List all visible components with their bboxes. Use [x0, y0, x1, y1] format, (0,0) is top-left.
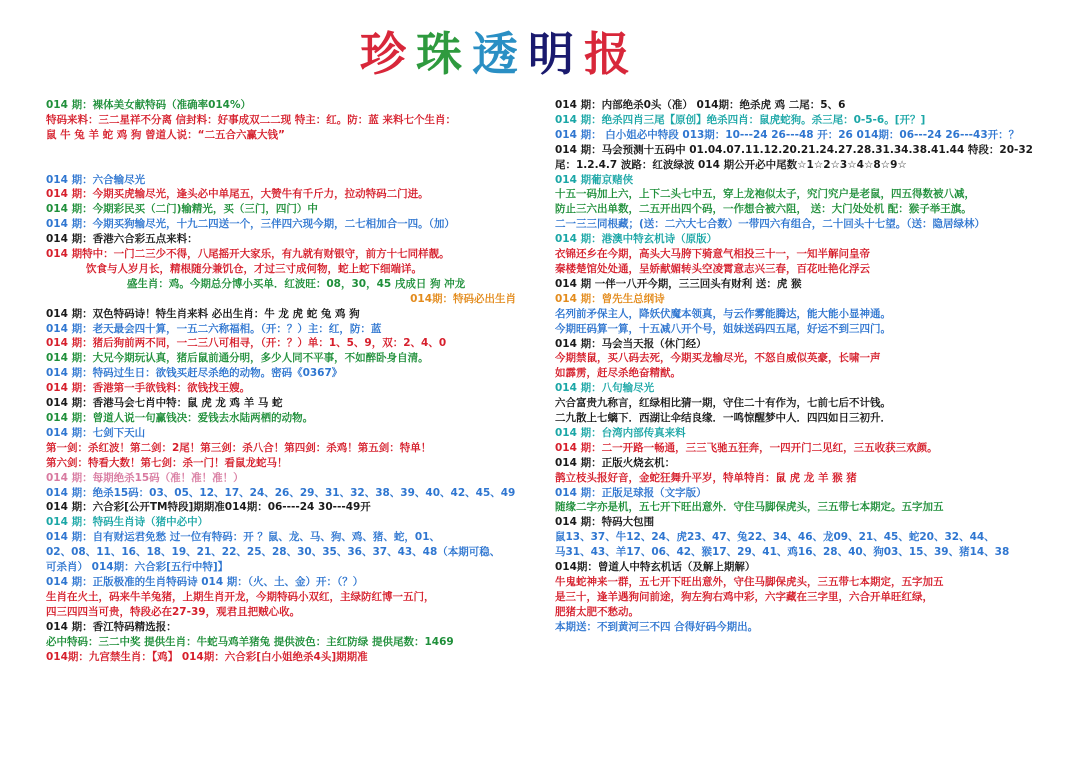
- text-line: 014 期：特码大包围: [555, 516, 655, 529]
- text-line: 014 期：曾道人说一句赢钱决：爱钱去水陆两栖的动物。: [46, 412, 314, 424]
- text-line: 014 期：台湾内部传真来料: [555, 426, 686, 439]
- text-line: 014 期：曾先生总纲诗: [555, 292, 665, 305]
- text-line: 四三四四当可贵，特段必在27-39，观君且把贼心收。: [46, 605, 301, 618]
- text-line: 014期：曾道人中特玄机话（及解上期解）: [555, 561, 756, 574]
- text-line: [46, 158, 546, 173]
- text-line: 014 期： 白小姐必中特段 013期：10---24 26---48 开：26 014期：06---24 26---43开：？: [555, 128, 1020, 141]
- text-line: 名列前矛保主人，降妖伏魔本领真，与云作雾能腾达，能大能小显神通。: [555, 307, 891, 320]
- text-line: 014 期：香港马会七肖中特：鼠 虎 龙 鸡 羊 马 蛇: [46, 397, 283, 410]
- title-char: 珍: [360, 27, 416, 81]
- title-char: 透: [472, 27, 528, 81]
- text-line: 014 期：今期买狗输尽光，十九二四送一个，三伴四六现今期，二七相加合一四。（加）: [46, 218, 455, 231]
- text-line: 014 期葡京赌侠: [555, 173, 634, 186]
- text-line: 衣锦还乡在今期，高头大马胯下骑意气相投三十一，一知半解问皇帝: [555, 248, 870, 261]
- text-line: 014 期：二一开路一畅通，三三飞驰五狂奔，一四开门二见红，三五收获三欢颜。: [555, 441, 938, 454]
- text-line: 随缘二字亦是机，五七开下旺出意外．守住马脚保虎头，三五带七本期定。五字加五: [555, 501, 944, 514]
- text-line: 今期旺码算一算，十五减八开个号，姐妹送码四五尾，好运不到三四门。: [555, 322, 891, 335]
- text-line: 第六剑：特看大数！第七剑：杀一门！看鼠龙蛇马！: [46, 456, 288, 469]
- left-column: [46, 98, 546, 664]
- text-line: 可杀肖） 014期：六合彩[五行中特]】: [46, 561, 229, 574]
- text-line: 肥猪太肥不愁动。: [555, 605, 639, 618]
- text-line: 尾：1.2.4.7 波路：红波绿波 014 期公开必中尾数☆1☆2☆3☆4☆8☆9☆: [555, 158, 907, 171]
- text-line: 十五一码加上六，上下二头七中五，穿上龙袍似太子，究门究户是老鼠，四五得数被八减，: [555, 188, 975, 201]
- text-line: 014 期：六合输尽光: [46, 173, 146, 186]
- text-line: 第一剑：杀红波！第二剑：2尾！第三剑：杀八合！第四剑：杀鸡！第五剑：特单！: [46, 441, 432, 454]
- text-line: 今期禁鼠，买八码去死，今期买龙输尽光，不怒自威似英豪，长啸一声: [555, 352, 881, 365]
- text-line: 如霹雳，赶尽杀绝奋精猷。: [555, 367, 681, 380]
- text-line: 二一三三同根藏；(送：二六大七合数）一带四六有组合，二十回头十七望。（送：隐居绿林）: [555, 218, 986, 231]
- text-line: 鹊立枝头报好音，金蛇狂舞升平岁，特单特肖：鼠 虎 龙 羊 猴 猪: [555, 471, 857, 484]
- title-char: 珠: [416, 27, 472, 81]
- text-line: 014 期：内部绝杀0头（准） 014期：绝杀虎 鸡 二尾：5、6: [555, 99, 846, 111]
- text-line: 014 期：双色特码诗！特生肖来料 必出生肖：牛 龙 虎 蛇 兔 鸡 狗: [46, 307, 360, 320]
- text-line: 014 期特中：一门二三少不得，八尾摇开大家乐，有九就有财银守，前方十七同样靓。: [46, 248, 450, 261]
- text-line: 02、08、11、16、18、19、21、22、25、28、30、35、36、37、43、48（本期可稳、: [46, 546, 501, 559]
- text-line: 014 期：自有财运君免愁 过一位有特码：开 ？鼠、龙、马、狗、鸡、猪、蛇，01、: [46, 531, 440, 544]
- text-line: 014期：特码必出生肖: [410, 292, 516, 305]
- text-line: 014 期：绝杀15码：03、05、12、17、24、26、29、31、32、38、39、40、42、45、49: [46, 486, 516, 499]
- text-line: 014期：九宫禁生肖：【鸡】 014期：六合彩[白小姐绝杀4头]期期准: [46, 650, 368, 663]
- text-line: 六合富贵九称言，红绿相比猜一期，守住二十有作为，七前七后不计钱。: [555, 397, 891, 410]
- text-line: 必中特码：三二中奖 提供生肖：牛蛇马鸡羊猪兔 提供波色：主红防绿 提供尾数：1469: [46, 635, 454, 648]
- text-line: 饮食与人岁月长，精根随分兼饥仓，才过三寸成何物，蛇上蛇下细端详。: [86, 262, 422, 275]
- text-line: 防止三六出单数，二五开出四个码，一作想合被六阻， 送：大门处处机 配：猴子举王旗。: [555, 203, 972, 216]
- text-line: 014 期：猪后狗前两不同，一二三八可相寻，（开：？）单：1、5、9，双：2、4、0: [46, 337, 447, 350]
- text-line: 014 期：绝杀四肖三尾【原创】绝杀四肖：鼠虎蛇狗。杀三尾：0-5-6。[开？]: [555, 113, 926, 126]
- newspaper-title: [0, 18, 1000, 84]
- text-line: 014 期：马会预测十五码中 01.04.07.11.12.20.21.24.27.28.31.34.38.41.44 特段：20-32: [555, 143, 1033, 156]
- right-column: [555, 98, 1075, 635]
- text-line: 014 期：香江特码精选报：: [46, 620, 177, 633]
- text-line: 特码来料：三二星祥不分离 信封料：好事成双二二现 特主：红。防：蓝 来料七个生肖：: [46, 113, 456, 126]
- text-line: 秦楼楚馆处处通，呈娇献媚转头空凌霄意志兴三春，百花吐艳化浮云: [555, 262, 870, 275]
- text-line: 014 期：特码生肖诗（猪中必中）: [46, 516, 209, 529]
- text-line: 014 期：六合彩[公开TM特段]期期准014期：06----24 30---49开: [46, 501, 371, 514]
- text-line: 014 期：每期绝杀15码（准！准！准！）: [46, 471, 244, 484]
- text-line: 014 期：七剑下天山: [46, 426, 146, 439]
- text-line: 是三十，逢羊遇狗问前途，狗左狗右鸡中彩，六字藏在三字里，六合开单旺红绿，: [555, 590, 933, 603]
- text-line: 马31、43、羊17、06、42、猴17、29、41、鸡16、28、40、狗03、15、39、猪14、38: [555, 546, 1010, 559]
- text-line: 鼠13、37、牛12、24、虎23、47、兔22、34、46、龙09、21、45、蛇20、32、44、: [555, 531, 995, 544]
- text-line: 生肖在火土，码来牛羊兔猪，上期生肖开龙，今期特码小双红，主绿防红博一五门，: [46, 590, 435, 603]
- text-line: 014 期：正版足球报（文字版）: [555, 486, 707, 499]
- title-char: 明: [528, 27, 584, 81]
- text-line: 盛生肖：鸡。今期总分博小买单．红波旺：08，30，45 戌成日 狗 冲龙: [126, 277, 466, 290]
- text-line: 014 期：老天最会四十算，一五二六称福相。（开：？）主：红，防：蓝: [46, 322, 382, 335]
- text-line: 014 期：港澳中特玄机诗（原版）: [555, 233, 718, 246]
- text-line: 014 期 一伴一八开今期，三三回头有财利 送：虎 猴: [555, 277, 802, 290]
- text-line: 014 期：正版火烧玄机：: [555, 456, 676, 469]
- text-line: 014 期：特码过生日：欲钱买赶尽杀绝的动物。密码《0367》: [46, 367, 343, 380]
- text-line: 014 期：香港六合彩五点来料：: [46, 233, 198, 246]
- text-line: [46, 143, 546, 158]
- text-line: 014 期：正版极准的生肖特码诗 014 期：（火、土、金）开：（？）: [46, 575, 364, 588]
- text-line: 鼠 牛 兔 羊 蛇 鸡 狗 曾道人说：“二五合六赢大钱”: [46, 128, 285, 141]
- text-line: 014 期：裸体美女献特码（准确率014%）: [46, 99, 252, 111]
- text-line: 二九散上七螭下．西湖让伞结良缘．一鸣惊醒梦中人．四四如日三初升．: [555, 412, 891, 425]
- text-line: 014 期：大兄今期玩认真，猪后鼠前通分明，多少人同不平事，不如醉卧身自清。: [46, 352, 429, 365]
- text-line: 014 期：香港第一手欲钱料：欲钱找王嫂。: [46, 382, 251, 395]
- text-line: 014 期：八句输尽光: [555, 382, 655, 395]
- text-line: 014 期：马会当天报（休门经）: [555, 337, 707, 350]
- text-line: 014 期：今期彩民买（二门)输精光，买（三门，四门）中: [46, 203, 318, 216]
- text-line: 牛鬼蛇神来一群，五七开下旺出意外，守住马脚保虎头，三五带七本期定，五字加五: [555, 576, 944, 588]
- text-line: 本期送：不到黄河三不四 合得好码今期出。: [555, 620, 759, 633]
- text-line: 014 期：今期买虎输尽光，逢头必中单尾五，大赞牛有千斤力，拉动特码二门进。: [46, 188, 429, 201]
- title-char: 报: [584, 27, 640, 81]
